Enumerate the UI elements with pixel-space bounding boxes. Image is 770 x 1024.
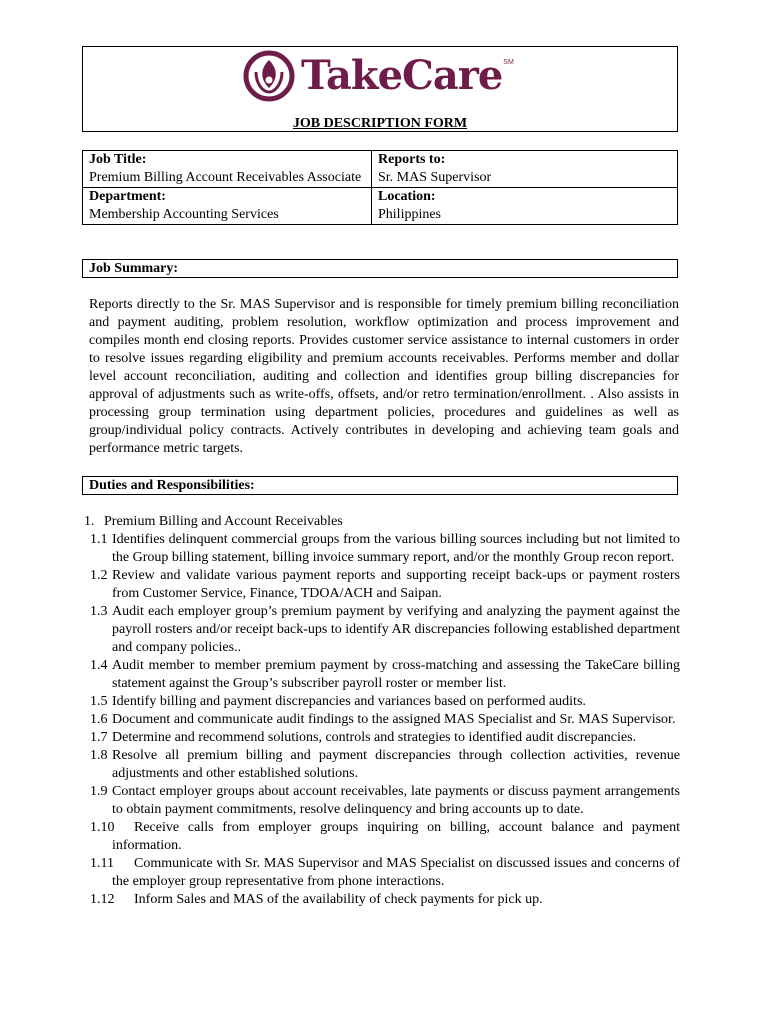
duty-item-number: 1.2 — [90, 568, 108, 583]
duty-item-text: Audit member to member premium payment by cross-matching and assessing the TakeCare billing statement against the Group’s subscriber payroll roster or member list. — [112, 658, 680, 691]
reports-to-label: Reports to: — [378, 152, 446, 167]
duty-section-number: 1. — [84, 514, 95, 529]
duty-item — [82, 891, 680, 909]
service-mark: SM — [503, 59, 514, 66]
department-cell — [83, 188, 372, 225]
duty-item — [82, 711, 680, 729]
duty-item-number: 1.10 — [90, 820, 115, 835]
department-value: Membership Accounting Services — [89, 207, 279, 222]
duty-item — [82, 567, 680, 603]
duty-item-number: 1.11 — [90, 856, 114, 871]
duty-item-number: 1.8 — [90, 748, 108, 763]
location-label: Location: — [378, 189, 436, 204]
reports-to-value: Sr. MAS Supervisor — [378, 170, 492, 185]
duty-item-text: Identifies delinquent commercial groups from the various billing sources including but not limited to the Group billing statement, billing invoice summary report, and/or the monthly Group recon report. — [112, 532, 680, 565]
duty-item-number: 1.9 — [90, 784, 108, 799]
job-info-table — [82, 150, 678, 225]
duties-list — [82, 513, 680, 909]
job-summary-heading: Job Summary: — [82, 259, 678, 278]
duty-item-number: 1.1 — [90, 532, 108, 547]
takecare-logo-icon — [243, 50, 295, 102]
location-cell — [372, 188, 678, 225]
duty-item-number: 1.5 — [90, 694, 108, 709]
logo-text: TakeCare — [301, 52, 503, 99]
duty-item-text: Determine and recommend solutions, controls and strategies to identified audit discrepancies. — [112, 730, 637, 745]
duty-item-number: 1.7 — [90, 730, 108, 745]
duty-item-text: Contact employer groups about account receivables, late payments or discuss payment arrangements to obtain payment commitments, resolve delinquency and bring accounts up to date. — [112, 784, 680, 817]
duty-item-number: 1.12 — [90, 892, 115, 907]
job-summary-text: Reports directly to the Sr. MAS Supervisor and is responsible for timely premium billing reconciliation and payment auditing, problem resolution, workflow optimization and process improvement and compiles month end closing reports. Provides customer service assistance to internal customers in order to resolve issues regarding eligibility and premium accounts receivables. Performs member and dollar level account reconciliation, auditing and collection and identifies group billing discrepancies for approval of adjustments such as write-offs, offsets, and/or retro termination/enrollment. . Also assists in processing group termination using department policies, procedures and guidelines as well as group/individual policy contracts. Actively contributes in developing and achieving team goals and performance metric targets. — [89, 297, 679, 456]
duty-section-title — [82, 513, 680, 531]
job-title-label: Job Title: — [89, 152, 147, 167]
duty-item-text: Inform Sales and MAS of the availability of check payments for pick up. — [134, 892, 543, 907]
takecare-logo — [243, 47, 514, 105]
duty-item-text: Review and validate various payment reports and supporting receipt back-ups or payment rosters from Customer Service, Finance, TDOA/ACH and Saipan. — [112, 568, 680, 601]
duty-item-text: Document and communicate audit findings to the assigned MAS Specialist and Sr. MAS Supervisor. — [112, 712, 676, 727]
duty-section-label: Premium Billing and Account Receivables — [104, 514, 343, 529]
duty-item-text: Identify billing and payment discrepancies and variances based on performed audits. — [112, 694, 586, 709]
duty-item — [82, 693, 680, 711]
duties-heading: Duties and Responsibilities: — [82, 476, 678, 495]
form-title: JOB DESCRIPTION FORM — [292, 116, 468, 131]
duty-item-number: 1.4 — [90, 658, 108, 673]
duty-item-text: Communicate with Sr. MAS Supervisor and MAS Specialist on discussed issues and concerns of the employer group representative from phone interactions. — [112, 856, 680, 889]
duty-item — [82, 855, 680, 891]
duty-item — [82, 657, 680, 693]
header-box — [82, 46, 678, 132]
duty-item-text: Receive calls from employer groups inquiring on billing, account balance and payment information. — [112, 820, 680, 853]
duty-item-number: 1.3 — [90, 604, 108, 619]
duty-item — [82, 603, 680, 657]
duty-items — [82, 531, 680, 909]
info-row-1 — [83, 151, 678, 188]
duty-item — [82, 729, 680, 747]
duty-item — [82, 531, 680, 567]
job-title-cell — [83, 151, 372, 188]
duty-item — [82, 783, 680, 819]
info-row-2 — [83, 188, 678, 225]
job-title-value: Premium Billing Account Receivables Associate — [89, 170, 362, 185]
location-value: Philippines — [378, 207, 442, 222]
duty-item-number: 1.6 — [90, 712, 108, 727]
duty-item — [82, 747, 680, 783]
duty-item-text: Resolve all premium billing and payment discrepancies through collection activities, revenue adjustments and other established solutions. — [112, 748, 680, 781]
department-label: Department: — [89, 189, 166, 204]
reports-to-cell — [372, 151, 678, 188]
duty-item — [82, 819, 680, 855]
duty-item-text: Audit each employer group’s premium payment by verifying and analyzing the payment against the payroll rosters and/or receipt back-ups to identify AR discrepancies following established department and company policies.. — [112, 604, 681, 655]
